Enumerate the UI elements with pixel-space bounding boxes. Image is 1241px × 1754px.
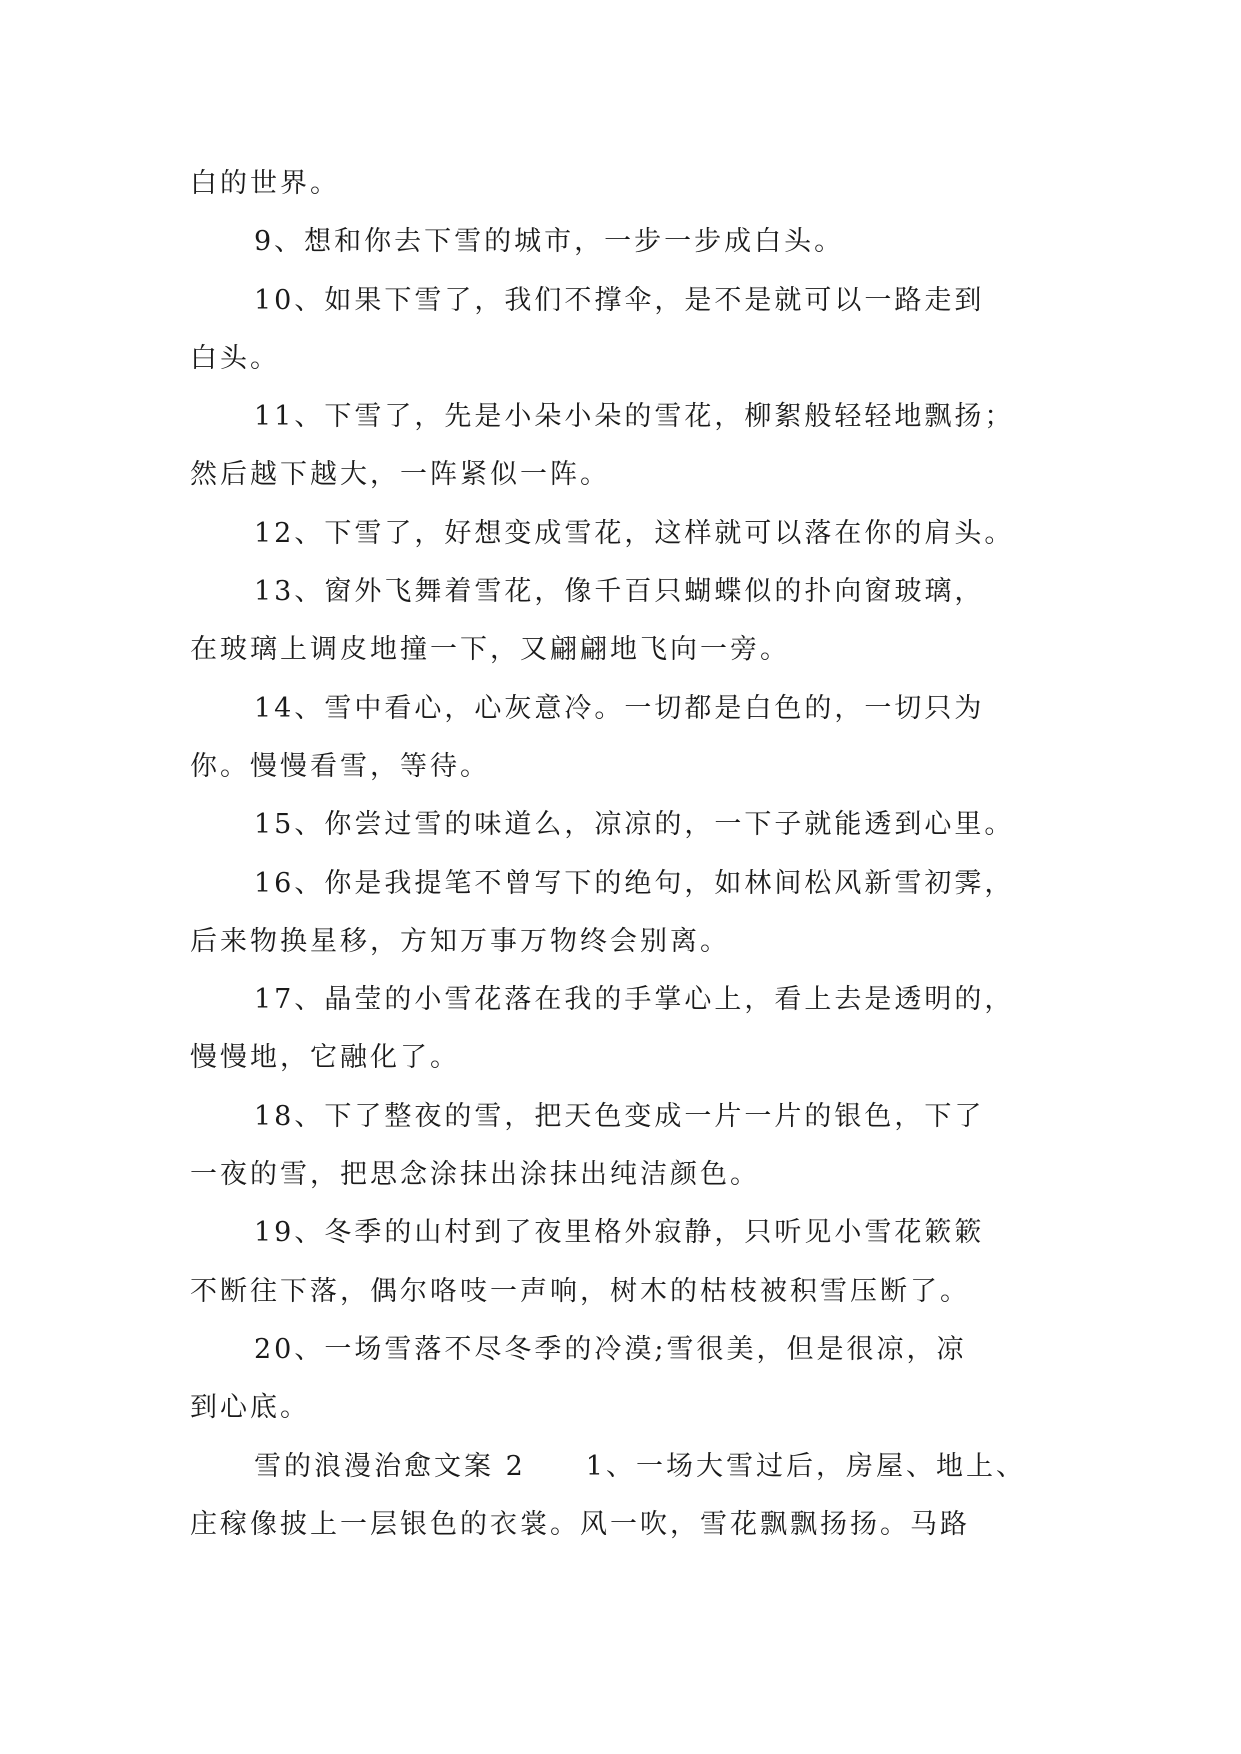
text-line: 庄稼像披上一层银色的衣裳。风一吹，雪花飘飘扬扬。马路 — [190, 1508, 970, 1540]
text-line: 到心底。 — [190, 1392, 310, 1424]
text-line: 13、窗外飞舞着雪花，像千百只蝴蝶似的扑向窗玻璃， — [254, 576, 985, 608]
text-line: 18、下了整夜的雪，把天色变成一片一片的银色，下了 — [254, 1100, 985, 1132]
text-line: 你。慢慢看雪，等待。 — [190, 750, 490, 782]
section-heading: 雪的浪漫治愈文案 2 — [254, 1450, 526, 1482]
text-line: 不断往下落，偶尔咯吱一声响，树木的枯枝被积雪压断了。 — [190, 1275, 970, 1307]
text-line: 11、下雪了，先是小朵小朵的雪花，柳絮般轻轻地飘扬； — [254, 401, 1015, 433]
text-line: 白的世界。 — [190, 168, 340, 199]
text-line: 在玻璃上调皮地撞一下，又翩翩地飞向一旁。 — [190, 634, 790, 666]
document-body — [190, 155, 1050, 1554]
text-line: 20、一场雪落不尽冬季的冷漠;雪很美，但是很凉，凉 — [254, 1333, 967, 1365]
text-line: 15、你尝过雪的味道么，凉凉的，一下子就能透到心里。 — [254, 809, 1015, 841]
text-line: 17、晶莹的小雪花落在我的手掌心上，看上去是透明的， — [254, 984, 1015, 1016]
text-line: 12、下雪了，好想变成雪花，这样就可以落在你的肩头。 — [254, 517, 1015, 549]
text-line: 19、冬季的山村到了夜里格外寂静，只听见小雪花簌簌 — [254, 1217, 985, 1249]
text-line: 慢慢地，它融化了。 — [190, 1042, 460, 1074]
text-line: 然后越下越大，一阵紧似一阵。 — [190, 459, 610, 491]
text-line: 后来物换星移，方知万事万物终会别离。 — [190, 925, 730, 957]
text-line: 白头。 — [190, 342, 280, 374]
text-line: 14、雪中看心，心灰意冷。一切都是白色的，一切只为 — [254, 692, 985, 724]
text-line: 9、想和你去下雪的城市，一步一步成白头。 — [254, 226, 845, 258]
text-line: 16、你是我提笔不曾写下的绝句，如林间松风新雪初霁， — [254, 867, 1015, 899]
section-heading-line — [190, 1438, 1050, 1496]
text-line: 10、如果下雪了，我们不撑伞，是不是就可以一路走到 — [254, 284, 985, 316]
text-line: 一夜的雪，把思念涂抹出涂抹出纯洁颜色。 — [190, 1159, 760, 1191]
section-first-item: 1、一场大雪过后，房屋、地上、 — [585, 1450, 1026, 1482]
